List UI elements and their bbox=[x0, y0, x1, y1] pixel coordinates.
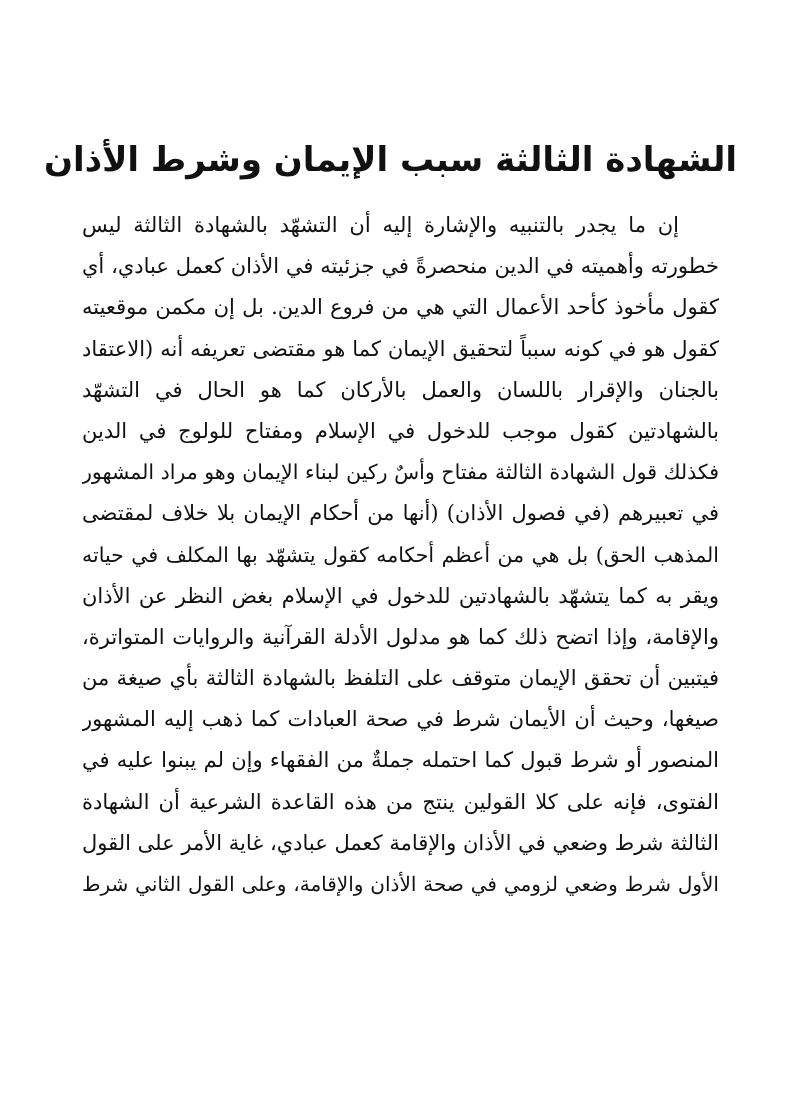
text-line: صيغها، وحيث أن الأيمان شرط في صحة العبادات كما ذهب إليه المشهور bbox=[82, 707, 719, 732]
page-title: الشهادة الثالثة سبب الإيمان وشرط الأذان bbox=[43, 140, 737, 180]
text-line: المنصور أو شرط قبول كما احتمله جملةٌ من الفقهاء وإن لم يبنوا عليه في bbox=[82, 748, 719, 773]
text-line: خطورته وأهميته في الدين منحصرةً في جزئيته في الأذان كعمل عبادي، أي bbox=[82, 254, 719, 279]
text-line: ويقر به كما يتشهّد بالشهادتين للدخول في الإسلام بغض النظر عن الأذان bbox=[82, 583, 719, 608]
body-text bbox=[82, 205, 719, 905]
text-line: كقول هو في كونه سبباً لتحقيق الإيمان كما هو مقتضى تعريفه أنه (الاعتقاد bbox=[82, 336, 719, 361]
text-line: الثالثة شرط وضعي في الأذان والإقامة كعمل عبادي، غاية الأمر على القول bbox=[82, 830, 719, 855]
text-line: الفتوى، فإنه على كلا القولين ينتج من هذه القاعدة الشرعية أن الشهادة bbox=[82, 789, 719, 814]
text-line: فيتبين أن تحقق الإيمان متوقف على التلفظ بالشهادة الثالثة بأي صيغة من bbox=[82, 666, 719, 691]
text-line: المذهب الحق) بل هي من أعظم أحكامه كقول يتشهّد بها المكلف في حياته bbox=[82, 542, 719, 567]
text-line: في تعبيرهم (في فصول الأذان) (أنها من أحكام الإيمان بلا خلاف لمقتضى bbox=[82, 501, 719, 526]
text-line: فكذلك قول الشهادة الثالثة مفتاح وأسٌ ركين لبناء الإيمان وهو مراد المشهور bbox=[82, 460, 719, 485]
text-line: بالجنان والإقرار باللسان والعمل بالأركان كما هو الحال في التشهّد bbox=[82, 377, 719, 402]
text-line: الأول شرط وضعي لزومي في صحة الأذان والإقامة، وعلى القول الثاني شرط bbox=[82, 872, 719, 896]
text-line: إن ما يجدر بالتنبيه والإشارة إليه أن التشهّد بالشهادة الثالثة ليس bbox=[82, 213, 679, 237]
text-line: بالشهادتين كقول موجب للدخول في الإسلام ومفتاح للولوج في الدين bbox=[82, 418, 719, 443]
text-line: والإقامة، وإذا اتضح ذلك كما هو مدلول الأدلة القرآنية والروايات المتواترة، bbox=[82, 624, 719, 649]
text-line: كقول مأخوذ كأحد الأعمال التي هي من فروع الدين. بل إن مكمن موقعيته bbox=[82, 295, 719, 320]
